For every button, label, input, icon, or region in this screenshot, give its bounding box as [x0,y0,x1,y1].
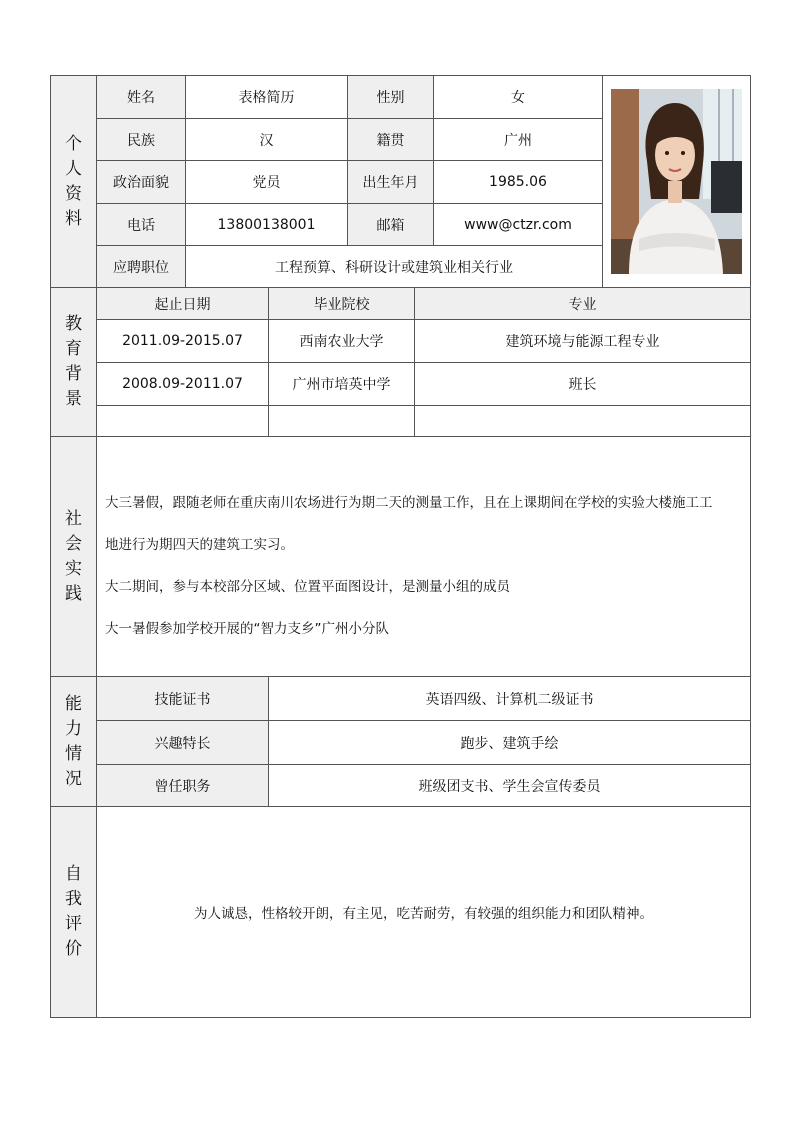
ethnicity-value: 汉 [185,118,348,161]
politics-value: 党员 [185,160,348,204]
section-label-practice: 社 会 实 践 [50,436,97,677]
practice-content [96,436,751,677]
profile-photo [602,75,751,288]
section-label-self: 自 我 评 价 [50,806,97,1018]
ethnicity-label: 民族 [96,118,186,161]
position-value: 工程预算、科研设计或建筑业相关行业 [185,245,603,288]
education-row-2-major: 班长 [414,362,751,406]
practice-paragraph: 地进行为期四天的建筑工实习。 [105,537,294,553]
self-evaluation-text: 为人诚恳，性格较开朗，有主见，吃苦耐劳，有较强的组织能力和团队精神。 [96,806,751,1018]
practice-paragraph: 大二期间，参与本校部分区域、位置平面图设计，是测量小组的成员 [105,579,510,595]
position-label: 应聘职位 [96,245,186,288]
education-row-3-date [96,405,269,437]
politics-label: 政治面貌 [96,160,186,204]
email-label: 邮箱 [347,203,434,246]
birth-value: 1985.06 [433,160,603,204]
section-label-personal: 个 人 资 料 [50,75,97,288]
section-label-education: 教 育 背 景 [50,287,97,437]
ability-value-roles: 班级团支书、学生会宣传委员 [268,764,751,807]
education-row-1-date: 2011.09-2015.07 [96,319,269,363]
education-row-2-school: 广州市培英中学 [268,362,415,406]
education-row-1-major: 建筑环境与能源工程专业 [414,319,751,363]
education-header-school: 毕业院校 [268,287,415,320]
education-row-3-major [414,405,751,437]
email-value: www@ctzr.com [433,203,603,246]
ability-value-skills: 英语四级、计算机二级证书 [268,676,751,721]
gender-value: 女 [433,75,603,119]
ability-label-skills: 技能证书 [96,676,269,721]
education-header-date: 起止日期 [96,287,269,320]
practice-paragraph: 大三暑假，跟随老师在重庆南川农场进行为期二天的测量工作，且在上课期间在学校的实验大楼施工工 [105,495,713,511]
origin-value: 广州 [433,118,603,161]
ability-label-roles: 曾任职务 [96,764,269,807]
section-label-ability: 能 力 情 况 [50,676,97,807]
education-header-major: 专业 [414,287,751,320]
phone-value: 13800138001 [185,203,348,246]
practice-paragraph: 大一暑假参加学校开展的“智力支乡”广州小分队 [105,621,389,637]
education-row-1-school: 西南农业大学 [268,319,415,363]
name-label: 姓名 [96,75,186,119]
education-row-2-date: 2008.09-2011.07 [96,362,269,406]
birth-label: 出生年月 [347,160,434,204]
ability-value-hobbies: 跑步、建筑手绘 [268,720,751,765]
origin-label: 籍贯 [347,118,434,161]
gender-label: 性别 [347,75,434,119]
education-row-3-school [268,405,415,437]
phone-label: 电话 [96,203,186,246]
name-value: 表格简历 [185,75,348,119]
portrait-image [611,89,742,274]
ability-label-hobbies: 兴趣特长 [96,720,269,765]
